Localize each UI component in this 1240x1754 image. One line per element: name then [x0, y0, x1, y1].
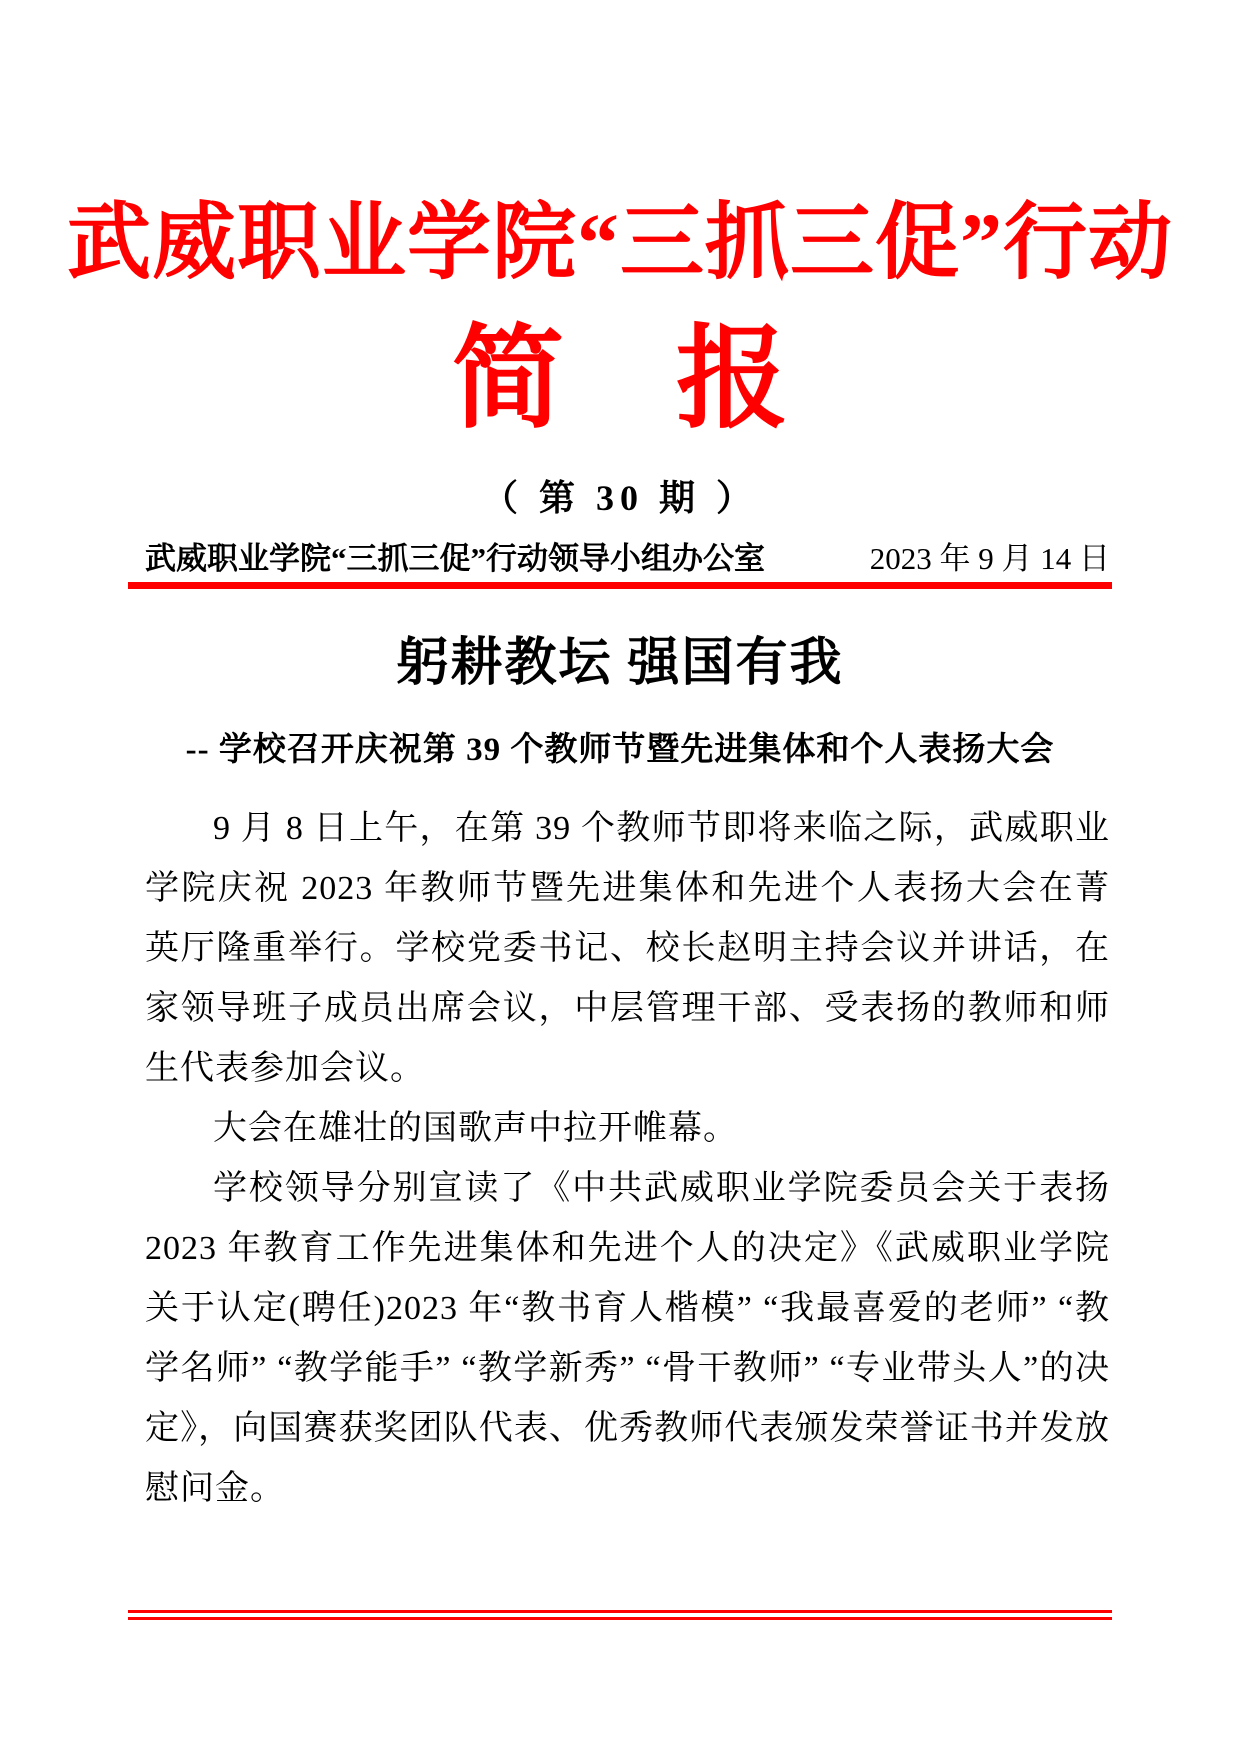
- body-paragraph: 9 月 8 日上午，在第 39 个教师节即将来临之际，武威职业学院庆祝 2023 年教师节暨先进集体和先进个人表扬大会在菁英厅隆重举行。学校党委书记、校长赵明主持会议并讲话，在家领导班子成员出席会议，中层管理干部、受表扬的教师和师生代表参加会议。: [145, 809, 1110, 1087]
- issuing-office: 武威职业学院“三抓三促”行动领导小组办公室: [145, 541, 765, 576]
- article-body: [145, 799, 1110, 1519]
- article-title: 躬耕教坛 强国有我: [396, 635, 844, 693]
- masthead-title-line1: 武威职业学院“三抓三促”行动: [66, 197, 1173, 290]
- masthead-meta-row: [145, 542, 1110, 576]
- body-paragraph: 大会在雄壮的国歌声中拉开帷幕。: [213, 1109, 738, 1147]
- body-paragraph: 学校领导分别宣读了《中共武威职业学院委员会关于表扬 2023 年教育工作先进集体和先进个人的决定》《武威职业学院关于认定(聘任)2023 年“教书育人楷模” “我最喜爱的老师” “教学名师” “教学能手” “教学新秀” “骨干教师” “专业带头人”的决定》，向国赛获奖团队代表、优秀教师代表颁发荣誉证书并发放慰问金。: [145, 1169, 1110, 1507]
- issue-date: 2023 年 9 月 14 日: [869, 541, 1110, 576]
- footer-double-red-rule: [128, 1610, 1112, 1620]
- article-subtitle: -- 学校召开庆祝第 39 个教师节暨先进集体和个人表扬大会: [185, 732, 1055, 769]
- masthead-title-line2: 简 报: [452, 318, 788, 442]
- issue-number: （ 第 30 期 ）: [481, 478, 758, 518]
- header-red-rule: [128, 582, 1112, 589]
